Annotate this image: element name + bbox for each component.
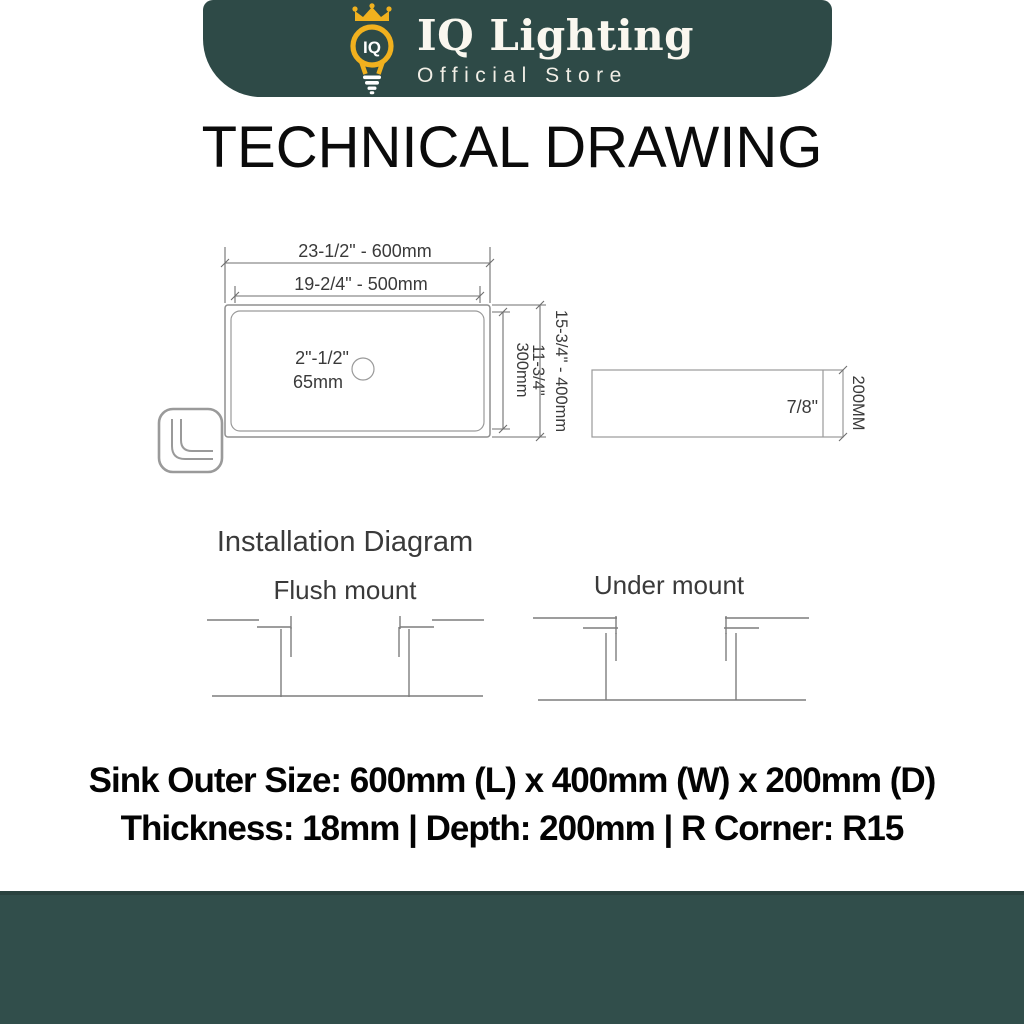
dim-label-width-outer: 23-1/2" - 600mm [298, 241, 432, 261]
drain-hole [352, 358, 374, 380]
dim-label-hole-inch: 2"-1/2" [295, 348, 349, 368]
dim-label-thickness: 7/8" [786, 397, 818, 417]
installation-heading: Installation Diagram [216, 526, 474, 558]
under-mount-diagram [533, 616, 809, 700]
under-mount-label: Under mount [593, 570, 745, 600]
flush-mount-label: Flush mount [273, 575, 417, 605]
sink-top-view [159, 241, 570, 472]
crown-icon [352, 3, 391, 21]
corner-radius-detail-icon [159, 409, 222, 472]
dim-ext-height-inner [492, 312, 510, 429]
technical-drawings [0, 228, 1024, 714]
flush-mount-diagram [207, 616, 484, 697]
logo-monogram: IQ [363, 37, 381, 57]
installation-section [207, 526, 809, 700]
dim-label-width-inner: 19-2/4" - 500mm [294, 274, 428, 294]
dim-label-hole-mm: 65mm [292, 372, 344, 392]
sink-side-view [592, 366, 867, 441]
dim-label-height-outer: 15-3/4" - 400mm [552, 309, 570, 433]
spec-line-thickness-depth-corner: Thickness: 18mm | Depth: 200mm | R Corner: R15 [120, 809, 904, 848]
page-title: TECHNICAL DRAWING [201, 115, 823, 180]
brand-text [416, 11, 694, 87]
spec-line-outer-size: Sink Outer Size: 600mm (L) x 400mm (W) x 200mm (D) [88, 761, 936, 800]
sink-inner-rect [231, 311, 484, 431]
dim-label-height-inner-in: 11-3/4" [529, 344, 547, 396]
dim-label-depth: 200MM [849, 375, 867, 431]
brand-name: IQ Lighting [416, 11, 694, 60]
bulb-base [363, 75, 381, 94]
brand-header [203, 0, 832, 97]
lightbulb-crown-icon [341, 3, 403, 97]
spec-summary [0, 757, 1024, 853]
brand-subtitle: Official Store [416, 64, 628, 87]
footer-band [0, 891, 1024, 1024]
dim-label-height-inner-mm: 300mm [513, 342, 531, 398]
sink-outer-rect [225, 305, 490, 437]
